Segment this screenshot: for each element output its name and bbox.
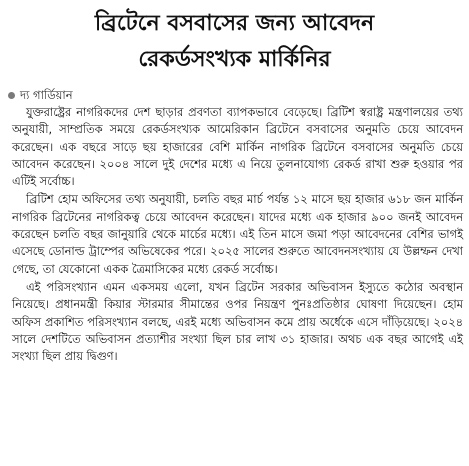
bullet-icon	[8, 92, 15, 99]
article-headline	[0, 0, 469, 78]
paragraph-3: এই পরিসংখ্যান এমন একসময় এলো, যখন ব্রিটেন সরকার অভিবাসন ইস্যুতে কঠোর অবস্থান নিয়েছে। প্রধানমন্ত্রী কিয়ার স্টারমার সীমান্তের ওপর নিয়ন্ত্রণ পুনঃপ্রতিষ্ঠার ঘোষণা দিয়েছেন। হোম অফিস প্রকাশিত পরিসংখ্যান বলছে, এরই মধ্যে অভিবাসন কমে প্রায় অর্ধেকে এসে দাঁড়িয়েছে। ২০২৪ সালে দেশটিতে অভিবাসন প্রত্যাশীর সংখ্যা ছিল চার লাখ ৩১ হাজার। অথচ এক বছর আগেই এই সংখ্যা ছিল প্রায় দ্বিগুণ।	[12, 279, 463, 364]
headline-line-1: ব্রিটেনে বসবাসের জন্য আবেদন	[94, 11, 375, 36]
source-name: দ্য গার্ডিয়ান	[20, 88, 73, 102]
source-byline	[8, 88, 469, 102]
paragraph-2: ব্রিটিশ হোম অফিসের তথ্য অনুযায়ী, চলতি বছর মার্চ পর্যন্ত ১২ মাসে ছয় হাজার ৬১৮ জন মার্কিন নাগরিক ব্রিটেনের নাগরিকত্ব চেয়ে আবেদন করেছেন। যাদের মধ্যে এক হাজার ৯০০ জনই আবেদন করেছেন চলতি বছর জানুয়ারি থেকে মার্চের মধ্যে। এই তিন মাসে জমা পড়া আবেদনের বেশির ভাগই এসেছে ডোনাল্ড ট্রাম্পের অভিষেকের পরে। ২০২৫ সালের শুরুতে আবেদনসংখ্যায় যে উল্লম্ফন দেখা গেছে, তা যেকোনো একক ত্রৈমাসিকের মধ্যে রেকর্ড সর্বোচ্চ।	[12, 192, 463, 276]
paragraph-1: যুক্তরাষ্ট্রের নাগরিকদের দেশ ছাড়ার প্রবণতা ব্যাপকভাবে বেড়েছে। ব্রিটিশ স্বরাষ্ট্র মন্ত্রণালয়ের তথ্য অনুযায়ী, সাম্প্রতিক সময়ে রেকর্ডসংখ্যক আমেরিকান ব্রিটেনে বসবাসের অনুমতি চেয়ে আবেদন করেছেন। এক বছরে সাড়ে ছয় হাজারের বেশি মার্কিন নাগরিক ব্রিটেনে বসবাসের অনুমতি চেয়ে আবেদন করেছেন। ২০০৪ সালে দুই দেশের মধ্যে এ নিয়ে তুলনাযোগ্য রেকর্ড রাখা শুরু হওয়ার পর এটিই সর্বোচ্চ।	[12, 105, 463, 189]
headline-line-2: রেকর্ডসংখ্যক মার্কিনির	[138, 47, 331, 72]
article-body	[0, 104, 469, 365]
